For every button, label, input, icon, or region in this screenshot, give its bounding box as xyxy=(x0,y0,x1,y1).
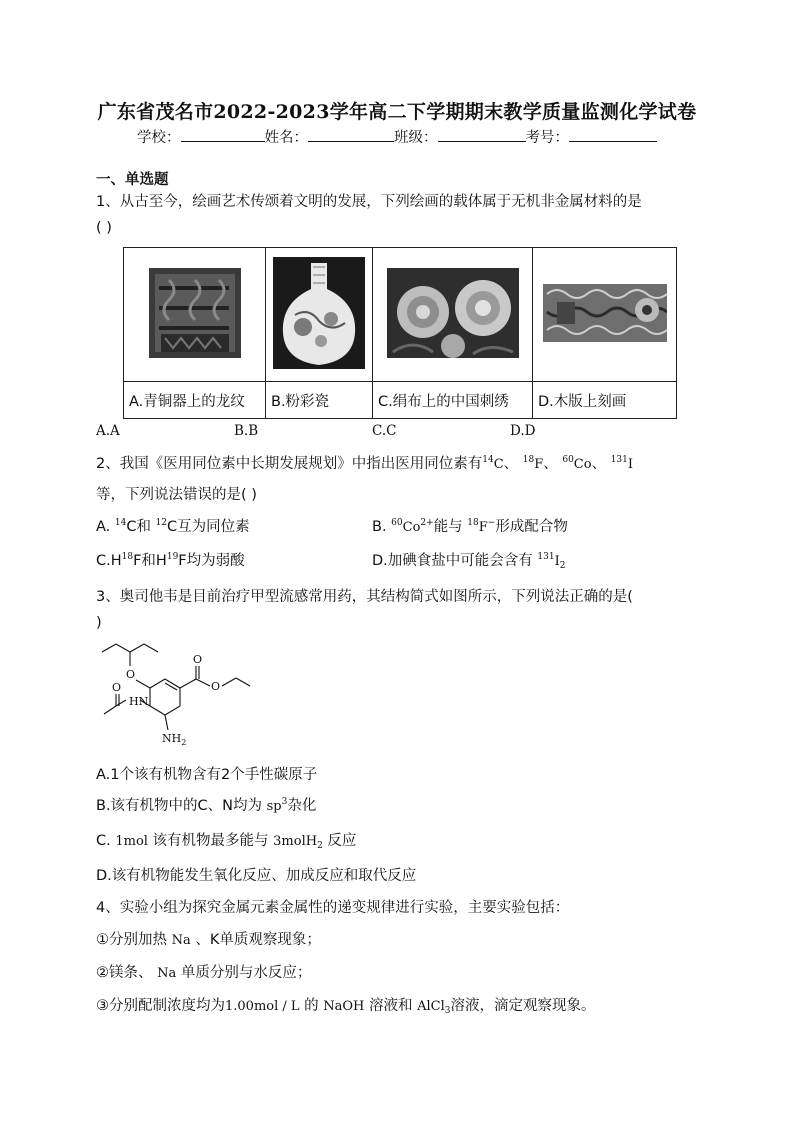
oseltamivir-structure-diagram xyxy=(96,642,266,750)
q2-option-d[interactable]: D.加碘食盐中可能会含有 $^{131}I_2$ xyxy=(372,552,566,571)
q1-option-b[interactable]: B.B xyxy=(234,423,259,439)
q4-step-2: ②镁条、 Na 单质分别与水反应； xyxy=(96,965,312,981)
amide-oxygen-label: O xyxy=(112,681,122,694)
q2-stem-line2: 等，下列说法错误的是( ) xyxy=(96,487,257,503)
q3-option-c[interactable]: C. 1mol 该有机物最多能与 3molH$_2$ 反应 xyxy=(96,833,357,851)
q2-option-c[interactable]: $C.H^{18}F$和$H^{19}F$均为弱酸 xyxy=(96,552,245,569)
q3-option-d[interactable]: D.该有机物能发生氧化反应、加成反应和取代反应 xyxy=(96,868,417,884)
isotope-f18: $^{18}$F xyxy=(522,455,544,472)
class-label: 班级： xyxy=(394,130,438,146)
q3-stem-line2: ) xyxy=(96,615,102,631)
caption-c: C.绢布上的中国刺绣 xyxy=(373,382,533,419)
caption-b: B.粉彩瓷 xyxy=(266,382,373,419)
q3-option-b[interactable]: B.该有机物中的C、N均为 $sp^3$杂化 xyxy=(96,797,317,814)
name-label: 姓名： xyxy=(264,130,308,146)
q1-option-c[interactable]: C.C xyxy=(372,423,397,439)
exam-title: 广东省茂名市2022-2023学年高二下学期期末教学质量监测化学试卷 xyxy=(97,101,697,123)
q4-step-1: ①分别加热 Na 、K单质观察现象； xyxy=(96,932,321,948)
porcelain-vase-image xyxy=(273,257,365,369)
caption-d: D.木版上刻画 xyxy=(533,382,677,419)
name-blank[interactable] xyxy=(308,128,394,142)
porcelain-image-cell xyxy=(266,248,373,382)
exam-no-blank[interactable] xyxy=(569,128,657,142)
woodcut-print-image xyxy=(543,284,667,342)
bronze-vessel-image xyxy=(149,268,241,358)
q1-stem-line2: ( ) xyxy=(96,220,112,236)
q2-option-a[interactable]: A. $^{14}$C和 $^{12}$C互为同位素 xyxy=(96,518,250,535)
q3-stem-line1: 3、奥司他韦是目前治疗甲型流感常用药，其结构简式如图所示，下列说法正确的是( xyxy=(96,589,633,605)
school-label: 学校： xyxy=(137,130,181,146)
embroidery-flower-image xyxy=(387,268,519,358)
bronze-image-cell xyxy=(124,248,266,382)
class-blank[interactable] xyxy=(438,128,526,142)
q3-option-a[interactable]: A.1个该有机物含有2个手性碳原子 xyxy=(96,767,318,783)
isotope-c14: $^{14}$C xyxy=(482,455,504,472)
section-heading: 一、单选题 xyxy=(96,172,169,188)
ester-oxygen-label: O xyxy=(211,680,221,693)
q4-stem: 4、实验小组为探究金属元素金属性的递变规律进行实验，主要实验包括： xyxy=(96,900,570,916)
isotope-i131: $^{131}$I xyxy=(610,455,634,472)
exam-no-label: 考号： xyxy=(525,130,569,146)
caption-a: A.青铜器上的龙纹 xyxy=(124,382,266,419)
amide-nh-label: HN xyxy=(129,695,149,708)
q4-step-3: ③分别配制浓度均为1.00mol / L 的 NaOH 溶液和 AlCl$_3$溶液，滴定观察现象。 xyxy=(96,998,596,1016)
q2-option-b[interactable]: B. $^{60}Co^{2+}$能与 $^{18}$F−形成配合物 xyxy=(372,518,568,535)
q2-stem-line1: 2、我国《医用同位素中长期发展规划》中指出医用同位素有$^{14}$C、 $^{18}$F、 $^{60}$Co、 $^{131}$I xyxy=(96,455,634,472)
student-info-line xyxy=(0,126,794,147)
q1-option-a[interactable]: A.A xyxy=(96,423,120,439)
ether-oxygen-label: O xyxy=(126,668,136,681)
amine-label: $NH_2$ xyxy=(162,732,187,747)
q1-image-table xyxy=(123,247,677,419)
school-blank[interactable] xyxy=(181,128,265,142)
q1-option-d[interactable]: D.D xyxy=(510,423,536,439)
isotope-co60: $^{60}$Co xyxy=(562,455,592,472)
carbonyl-oxygen-label: O xyxy=(193,653,203,666)
embroidery-image-cell xyxy=(373,248,533,382)
woodcut-image-cell xyxy=(533,248,677,382)
q1-stem-line1: 1、从古至今，绘画艺术传颂着文明的发展，下列绘画的载体属于无机非金属材料的是 xyxy=(96,194,642,210)
